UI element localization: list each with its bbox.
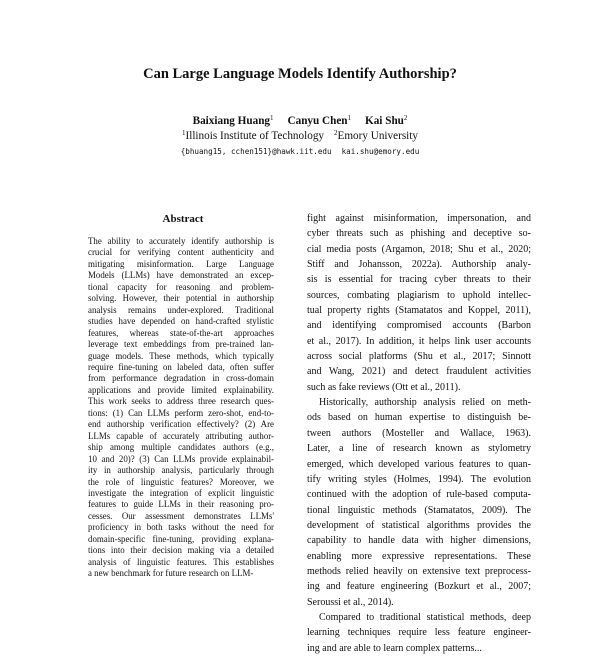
abstract-line: tions into their decision making via a detailed (88, 545, 274, 556)
body-line: cyber threats such as phishing and deceptive so- (307, 228, 531, 240)
body-line: and Wang, 2021) and detect fraudulent activities (307, 366, 531, 378)
body-line: ing and are able to learn complex patterns... (307, 642, 482, 654)
body-column-right (307, 211, 531, 656)
abstract-line: mitigating misinformation. Large Language (88, 258, 274, 269)
email: kai.shu@emory.edu (341, 147, 420, 156)
body-line: cial media posts (Argamon, 2018; Shu et al., 2020; (307, 243, 531, 255)
abstract-line: require fine-tuning on labeled data, often suffer (88, 361, 274, 372)
author-name: Kai Shu (365, 115, 404, 127)
body-paragraph (307, 610, 531, 656)
abstract-line: features to guide LLMs in their reasoning pro- (88, 499, 274, 510)
abstract-line: tions: (1) Can LLMs perform zero-shot, end-to- (88, 407, 274, 418)
body-line: methods relied heavily on extensive text preprocess- (307, 565, 531, 577)
body-line: ing and feature engineering (Bozkurt et al., 2007; (307, 581, 531, 593)
body-line: ods based on human expertise to distinguish be- (307, 412, 531, 424)
affiliation: Emory University (337, 130, 418, 142)
abstract-line: domain-specific fine-tuning, providing explana- (88, 533, 274, 544)
body-line: tual property rights (Stamatatos and Koppel, 2011), (307, 305, 531, 317)
body-line: Seroussi et al., 2014). (307, 596, 394, 608)
body-line: fight against misinformation, impersonation, and (307, 213, 531, 224)
author-list (0, 115, 600, 128)
body-line: sis is essential for tracing cyber threats to their (307, 274, 531, 286)
body-line: Stiff and Johansson, 2022a). Authorship analy- (307, 259, 531, 271)
body-line: Later, a line of research known as stylometry (307, 443, 531, 455)
author-name: Canyu Chen (287, 115, 348, 127)
abstract-line: investigate the integration of explicit linguistic (88, 487, 274, 498)
email: {bhuang15, cchen151}@hawk.iit.edu (180, 147, 332, 156)
abstract-line: This work seeks to address three research ques- (88, 396, 274, 407)
abstract-line: cesses. Our assessment demonstrates LLMs' (88, 510, 274, 521)
abstract-line: the role of linguistic features? Moreover, we (88, 476, 274, 487)
body-line: continued with the adoption of rule-based computa- (307, 489, 531, 501)
abstract-line: analysis remains under-explored. Traditional (88, 304, 274, 315)
abstract-line: 10 and 20)? (3) Can LLMs provide explainabil- (88, 453, 274, 464)
email-list (0, 147, 600, 157)
body-line: such as fake reviews (Ott et al., 2011). (307, 381, 461, 393)
abstract-line: ship among multiple candidates authors (e.g., (88, 442, 274, 453)
affil-mark: 2 (334, 129, 338, 137)
body-line: learning techniques require less feature engineer- (307, 627, 531, 639)
abstract-line: tional capacity for reasoning and problem- (88, 281, 274, 292)
abstract-line: studies have depended on hand-crafted stylistic (88, 316, 274, 327)
body-line: capability to handle data with higher dimensions, (307, 535, 531, 547)
abstract-line: The ability to accurately identify authorship is (88, 236, 274, 246)
abstract-line: leverage text embeddings from pre-trained lan- (88, 339, 274, 350)
paper-title: Can Large Language Models Identify Authorship? (143, 66, 457, 82)
body-line: tional linguistic methods (Stamatatos, 2009). The (307, 504, 531, 516)
abstract-line: crucial for verifying content authenticity and (88, 247, 274, 258)
body-line: Compared to traditional statistical methods, deep (319, 611, 531, 623)
abstract-body (88, 236, 274, 580)
body-paragraph (307, 211, 531, 395)
affiliation-list (0, 130, 600, 143)
abstract-line: proficiency in both tasks without the need for (88, 522, 274, 533)
abstract-line: analysis of linguistic features. This establishes (88, 556, 274, 567)
abstract-line: ity in authorship analysis, particularly through (88, 465, 274, 476)
affiliation: Illinois Institute of Technology (185, 130, 325, 142)
body-line: tween authors (Mosteller and Wallace, 1963). (307, 427, 531, 439)
body-line: enabling more expressive representations. These (307, 550, 531, 562)
abstract-line: applications and provide limited explainability. (88, 384, 274, 395)
abstract-line: from performance degradation in cross-domain (88, 373, 274, 384)
body-line: and identifying compromised accounts (Barbon (307, 320, 531, 332)
body-line: Historically, authorship analysis relied on meth- (319, 397, 531, 409)
abstract-line: Models (LLMs) have demonstrated an excep- (88, 270, 274, 281)
body-line: tify writing styles (Holmes, 1994). The evolution (307, 473, 531, 485)
body-paragraph (307, 395, 531, 610)
body-line: et al., 2017). In addition, it helps link user accounts (307, 335, 531, 347)
abstract-line: features, whereas state-of-the-art approaches (88, 327, 274, 338)
body-line: sources, combating plagiarism to uphold intellec- (307, 289, 531, 301)
abstract-line: solving. However, their potential in authorship (88, 293, 274, 304)
author-affil-mark: 1 (270, 114, 274, 122)
author-affil-mark: 1 (347, 114, 352, 122)
author-name: Baixiang Huang (192, 115, 271, 127)
author-affil-mark: 2 (403, 114, 408, 122)
abstract-line: a new benchmark for future research on LLM- (88, 568, 254, 579)
abstract-heading: Abstract (162, 213, 204, 225)
affil-mark: 1 (181, 129, 186, 137)
body-line: development of statistical algorithms provides the (307, 519, 531, 531)
abstract-line: guage models. These methods, which typically (88, 350, 274, 361)
body-line: emerged, which developed various features to quan- (307, 458, 531, 470)
abstract-line: end authorship verification effectively? (2) Are (88, 419, 274, 430)
abstract-line: LLMs capable of accurately attributing author- (88, 430, 274, 441)
body-line: across social platforms (Shu et al., 2017; Sinnott (307, 351, 531, 363)
